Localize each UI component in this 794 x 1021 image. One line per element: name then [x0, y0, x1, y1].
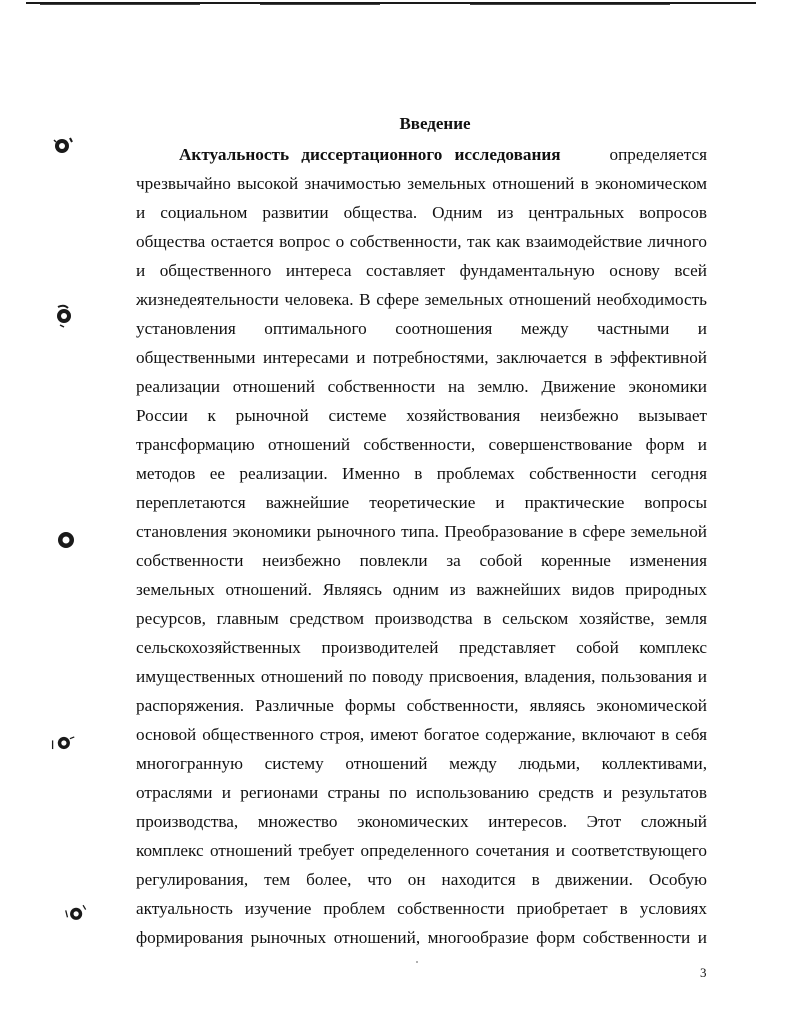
text-line: собственности неизбежно повлекли за собой коренные изменения: [136, 551, 707, 570]
text-line: чрезвычайно высокой значимостью земельных отношений в экономическом: [136, 174, 707, 193]
text-line: производства, множество экономических интересов. Этот сложный: [136, 812, 707, 831]
text-line: формирования рыночных отношений, многообразие форм собственности и: [136, 928, 707, 947]
text-line: распоряжения. Различные формы собственности, являясь экономической: [136, 696, 707, 715]
text-line: ресурсов, главным средством производства в сельском хозяйстве, земля: [136, 609, 707, 628]
text-line: комплекс отношений требует определенного сочетания и соответствующего: [136, 841, 707, 860]
binder-hole-mark-1-icon: [50, 132, 76, 158]
text-line: основой общественного строя, имеют богатое содержание, включают в себя: [136, 725, 707, 744]
page-title: Введение: [399, 114, 471, 133]
body-text: [136, 140, 707, 952]
text-line: общества остается вопрос о собственности, так как взаимодействие личного: [136, 232, 707, 251]
scan-edge-fragment: [40, 4, 200, 5]
text-line: реализации отношений собственности на землю. Движение экономики: [136, 377, 707, 396]
page-number: 3: [700, 965, 707, 980]
lead-bold-phrase: Актуальность диссертационного исследования: [179, 145, 561, 164]
text-line: России к рыночной системе хозяйствования неизбежно вызывает: [136, 406, 707, 425]
binder-hole-mark-5-icon: [64, 900, 90, 926]
scan-edge-fragment: [470, 4, 670, 5]
text-line: установления оптимального соотношения между частными и: [136, 319, 707, 338]
text-line: общественными интересами и потребностями, заключается в эффективной: [136, 348, 707, 367]
text-line: трансформацию отношений собственности, совершенствование форм и: [136, 435, 707, 454]
text-line: методов ее реализации. Именно в проблемах собственности сегодня: [136, 464, 707, 483]
scan-edge-fragment: [260, 4, 380, 5]
text-line: земельных отношений. Являясь одним из важнейших видов природных: [136, 580, 707, 599]
binder-hole-mark-2-icon: [52, 303, 78, 329]
text-line: жизнедеятельности человека. В сфере земельных отношений необходимость: [136, 290, 707, 309]
text-line: становления экономики рыночного типа. Преобразование в сфере земельной: [136, 522, 707, 541]
text-line: сельскохозяйственных производителей представляет собой комплекс: [136, 638, 707, 657]
binder-hole-mark-3-icon: [54, 528, 80, 554]
text-line: и общественного интереса составляет фундаментальную основу всей: [136, 261, 707, 280]
first-line-rest: определяется: [609, 145, 707, 164]
text-line: регулирования, тем более, что он находится в движении. Особую: [136, 870, 707, 889]
scan-top-edge: [0, 0, 794, 8]
text-line: и социальном развитии общества. Одним из центральных вопросов: [136, 203, 707, 222]
text-line: имущественных отношений по поводу присвоения, владения, пользования и: [136, 667, 707, 686]
text-line: актуальность изучение проблем собственности приобретает в условиях: [136, 899, 707, 918]
scan-speck: [416, 961, 418, 963]
text-line: переплетаются важнейшие теоретические и практические вопросы: [136, 493, 707, 512]
text-line: отраслями и регионами страны по использованию средств и результатов: [136, 783, 707, 802]
paragraph-first-line: [136, 140, 707, 169]
text-line: многогранную систему отношений между людьми, коллективами,: [136, 754, 707, 773]
binder-hole-mark-4-icon: [50, 730, 76, 756]
